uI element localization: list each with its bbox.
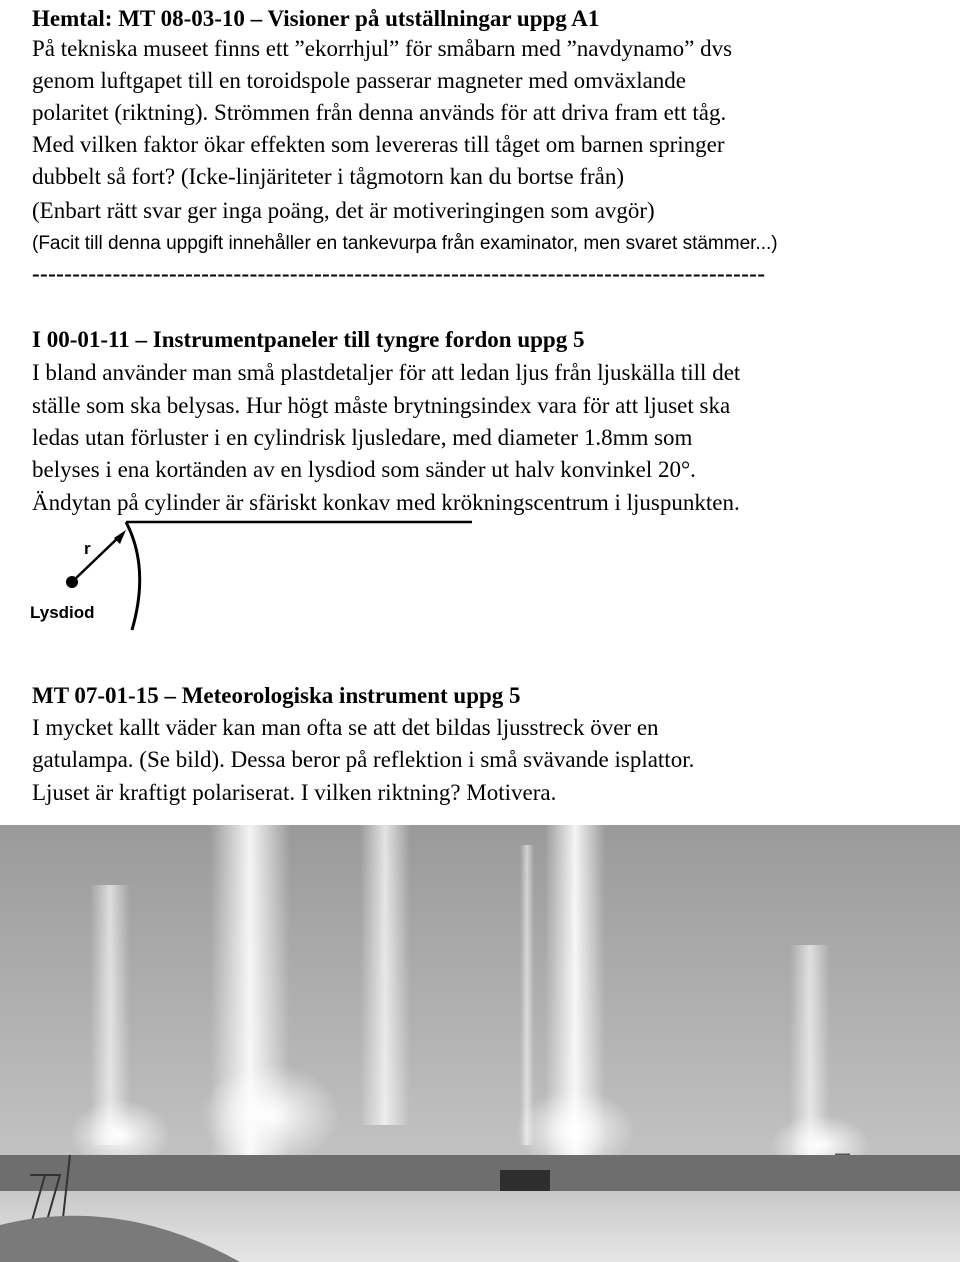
section1-line-2: genom luftgapet till en toroidspole passerar magneter med omväxlande xyxy=(32,68,687,93)
section2-line-2: ställe som ska belysas. Hur högt måste brytningsindex vara för att ljuset ska xyxy=(32,393,731,418)
section2-line-4: belyses i ena kortänden av en lysdiod som sänder ut halv konvinkel 20°. xyxy=(32,457,696,482)
light-pillar xyxy=(520,845,534,1145)
section-separator: ------------------------------------------------------------------------------------------- xyxy=(32,261,766,286)
light-point xyxy=(66,576,78,588)
section2-line-1: I bland använder man små plastdetaljer för att ledan ljus från ljuskälla till det xyxy=(32,360,741,385)
section2-line-5: Ändytan på cylinder är sfäriskt konkav med krökningscentrum i ljuspunkten. xyxy=(32,490,740,515)
distant-sign xyxy=(500,1170,550,1192)
radius-arrowhead xyxy=(114,530,126,544)
section3-heading: MT 07-01-15 – Meteorologiska instrument uppg 5 xyxy=(32,683,521,708)
light-pillar xyxy=(360,825,410,1125)
section3-line-3: Ljuset är kraftigt polariserat. I vilken riktning? Motivera. xyxy=(32,780,557,805)
light-guide-diagram xyxy=(26,518,476,638)
section1-line-6: (Enbart rätt svar ger inga poäng, det är motiveringingen som avgör) xyxy=(32,198,655,223)
section1-line-1: På tekniska museet finns ett ”ekorrhjul” för småbarn med ”navdynamo” dvs xyxy=(32,36,733,61)
section1-line-3: polaritet (riktning). Strömmen från denna används för att driva fram ett tåg. xyxy=(32,100,727,125)
label-r: r xyxy=(84,539,91,558)
section3-line-2: gatulampa. (Se bild). Dessa beror på reflektion i små svävande isplattor. xyxy=(32,747,695,772)
section1-line-4: Med vilken faktor ökar effekten som levereras till tåget om barnen springer xyxy=(32,132,725,157)
section2-heading: I 00-01-11 – Instrumentpaneler till tyngre fordon uppg 5 xyxy=(32,327,585,352)
concave-end-surface xyxy=(126,522,140,630)
radius-line xyxy=(74,534,122,580)
section3-line-1: I mycket kallt väder kan man ofta se att det bildas ljusstreck över en xyxy=(32,715,659,740)
label-lysdiod: Lysdiod xyxy=(30,603,95,622)
distant-buildings xyxy=(0,1155,960,1195)
section1-line-5: dubbelt så fort? (Icke-linjäriteter i tågmotorn kan du bortse från) xyxy=(32,164,625,189)
section1-note: (Facit till denna uppgift innehåller en tankevurpa från examinator, men svaret stämmer...) xyxy=(32,233,778,254)
section2-line-3: ledas utan förluster i en cylindrisk ljusledare, med diameter 1.8mm som xyxy=(32,425,693,450)
lamp-glow xyxy=(200,1065,340,1165)
light-pillars-photo xyxy=(0,825,960,1262)
section1-heading: Hemtal: MT 08-03-10 – Visioner på utställningar uppg A1 xyxy=(32,6,600,31)
